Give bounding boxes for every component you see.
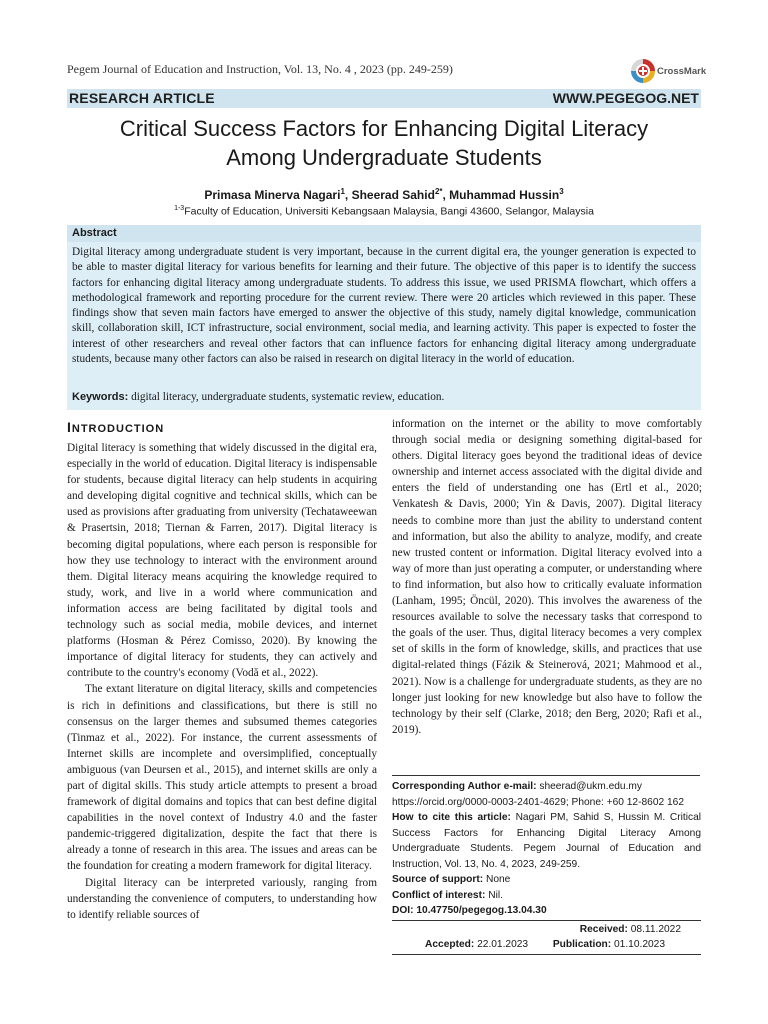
crossmark-label: CrossMark (657, 66, 707, 77)
publication-date (553, 937, 665, 953)
orcid-phone[interactable]: https://orcid.org/0000-0003-2401-4629; Phone: +60 12-8602 162 (392, 796, 684, 808)
corr-email-link[interactable]: sheerad@ukm.edu.my (539, 781, 643, 792)
accepted-publication-dates (392, 937, 701, 953)
keywords (72, 391, 696, 403)
abstract-heading-bar (67, 225, 701, 242)
info-rule-bottom (392, 954, 701, 955)
author-name: Muhammad Hussin (449, 188, 560, 202)
author-affil-mark: 2* (434, 187, 443, 196)
paragraph: information on the internet or the ability to move comfortably through social media or designing something digital-based for others. Digital literacy goes beyond the traditional ideas of device ownership and internet access associated with the digital divide and enters the field of understanding one has (Ertl et al., 2020; Venkatesh & Davis, 2000; Yin & Davis, 2007). Digital literacy needs to combine more than just the ability to understand content and information, but also the ability to analyze, modify, and create new trusted content or information. Digital literacy evolved into a way of more than just operating a computer, or understanding where to find information, but also how to critically evaluate information (Lanham, 1995; Öncül, 2020). This involves the awareness of the resources available to solve the necessary tasks that correspond to the goals of the user. Thus, digital literacy becomes a very complex set of skills in the form of knowledge, skills, and practices that use digital-related things (Fázik & Steinerová, 2021; Mahmood et al., 2021). Now is a challenge for undergraduate students, as they are no longer just looking for new knowledge but also have to follow the technology by their self (Clarke, 2018; den Berg, 2020; Rafi et al., 2019). (392, 418, 702, 736)
article-info-box (392, 779, 701, 955)
affiliation-text: Faculty of Education, Universiti Kebangsaan Malaysia, Bangi 43600, Selangor, Malaysia (184, 205, 594, 218)
info-rule-middle (392, 920, 701, 921)
received-label: Received: (579, 923, 628, 935)
source-of-support (392, 872, 701, 888)
cite-text: Nagari PM, Sahid S, Hussin M. Critical Success Factors for Enhancing Digital Literacy Among Undergraduate Students. Pegem Journal of Education and Instruction, Vol. 13, No. 4, 2023, 249-259. (392, 812, 702, 870)
section-heading-introduction: INTRODUCTION (67, 419, 165, 435)
conflict-label: Conflict of interest: (392, 889, 486, 901)
abstract-text: Digital literacy among undergraduate student is very important, because in the current digital era, the younger generation is expected to be able to master digital literacy for various benefits for learning and their future. The objective of this paper is to identify the success factors for enhancing digital literacy among undergraduate students. To address this issue, we used PRISMA flowchart, which offers a methodological framework and reporting procedure for the current review. There were 20 articles which reviewed in this paper. These findings show that seven main factors have emerged to answer the objective of this study, namely digital knowledge, communication skill, collaboration skill, ICT infrastructure, social environment, social media, and learning activity. This paper is expected to foster the interest of other researchers and reveal other factors that can influence factors for enhancing digital literacy among undergraduate students, because many other factors can also be raised in research on digital literacy in the world of education. (72, 246, 696, 366)
cite-label: How to cite this article: (392, 812, 511, 823)
accepted-label: Accepted: (425, 939, 475, 950)
how-to-cite (392, 810, 701, 872)
keywords-text: digital literacy, undergraduate students, systematic review, education. (131, 391, 445, 403)
author-name: Primasa Minerva Nagari (204, 188, 341, 202)
affiliation-mark: 1-3 (174, 205, 185, 212)
title-line-2: Among Undergraduate Students (226, 145, 542, 170)
journal-website-link[interactable]: WWW.PEGEGOG.NET (552, 90, 699, 106)
title-line-1: Critical Success Factors for Enhancing Digital Literacy (119, 116, 649, 141)
publication-label: Publication: (552, 939, 612, 950)
article-type-band (67, 89, 701, 108)
abstract-heading: Abstract (72, 227, 117, 239)
corr-label: Corresponding Author e-mail: (392, 781, 537, 792)
paragraph: Digital literacy can be interpreted variously, ranging from understanding the convenience of computers, to understanding how to identify reliable sources of (67, 876, 377, 921)
section-label: RESEARCH ARTICLE (69, 90, 215, 106)
author-affil-mark: 3 (559, 187, 564, 196)
crossmark-button[interactable] (630, 58, 710, 86)
support-value: None (485, 874, 511, 885)
keywords-label: Keywords: (72, 391, 129, 403)
author-list: Primasa Minerva Nagari$^1$, Sheerad Sahid$^{2*}$, Muhammad Hussin$^3$ (204, 187, 564, 202)
accepted-value: 22.01.2023 (477, 939, 529, 950)
doi-label: DOI: (392, 905, 414, 916)
paragraph: Digital literacy is something that widely discussed in the digital era, especially in the world of education. Digital literacy is indispensable for students, because digital literacy can help students in acquiring and developing digital cognitive and technical skills, which can be used as provisions after graduating from university (Techataweewan & Prasertsin, 2018; Tiernan & Farren, 2017). Digital literacy is becoming digital populations, where each person is responsible for how they use technology to interact with the environment around them. Digital literacy means acquiring the knowledge required to study, work, and live in a world where communication and information access are being facilitated by digital tools and technology such as social media, mobile devices, and internet platforms (Hosman & Pérez Comisso, 2020). By knowing the importance of digital literacy for students, they can actively and contribute to the country's economy (Vodă et al., 2022). (67, 442, 377, 680)
received-value: 08.11.2022 (630, 923, 681, 935)
support-label: Source of support: (392, 874, 484, 885)
info-rule-top (392, 775, 700, 776)
journal-citation: Pegem Journal of Education and Instruction, Vol. 13, No. 4 , 2023 (pp. 249-259) (67, 62, 453, 76)
publication-value: 01.10.2023 (614, 939, 665, 950)
paragraph: The extant literature on digital literacy, skills and competencies is rich in definitions and classifications, but there is still no consensus on the larger themes and subsumed themes categories (Tinmaz et al., 2022). For instance, the current assessments of Internet skills are incomplete and oversimplified, conceptually ambiguous (van Deursen et al., 2015), and internet skills are only a part of digital skills. This study article attempts to present a broad framework of digital domains and topics that can best define digital capabilities in the novel context of Industry 4.0 and the faster pandemic-triggered digitalization, despite the fact that there is already a tonne of research in this area. The issues and areas can be the foundation for creating a modern framework for digital literacy. (67, 683, 377, 873)
author-name: Sheerad Sahid (351, 188, 435, 202)
doi-link[interactable]: 10.47750/pegegog.13.04.30 (416, 905, 547, 916)
author-affil-mark: 1 (340, 187, 345, 196)
accepted-date (425, 937, 528, 953)
body-column-right (392, 416, 702, 738)
body-column-left (67, 440, 377, 923)
paper-title (67, 114, 701, 172)
conflict-of-interest (392, 888, 701, 904)
affiliation (67, 205, 701, 218)
abstract-box (67, 242, 701, 410)
received-date (392, 922, 701, 938)
corresponding-author (392, 779, 701, 795)
conflict-value: Nil. (488, 889, 503, 901)
intro-heading-rest: NTRODUCTION (71, 423, 165, 435)
crossmark-icon (630, 58, 656, 84)
doi (392, 903, 701, 919)
